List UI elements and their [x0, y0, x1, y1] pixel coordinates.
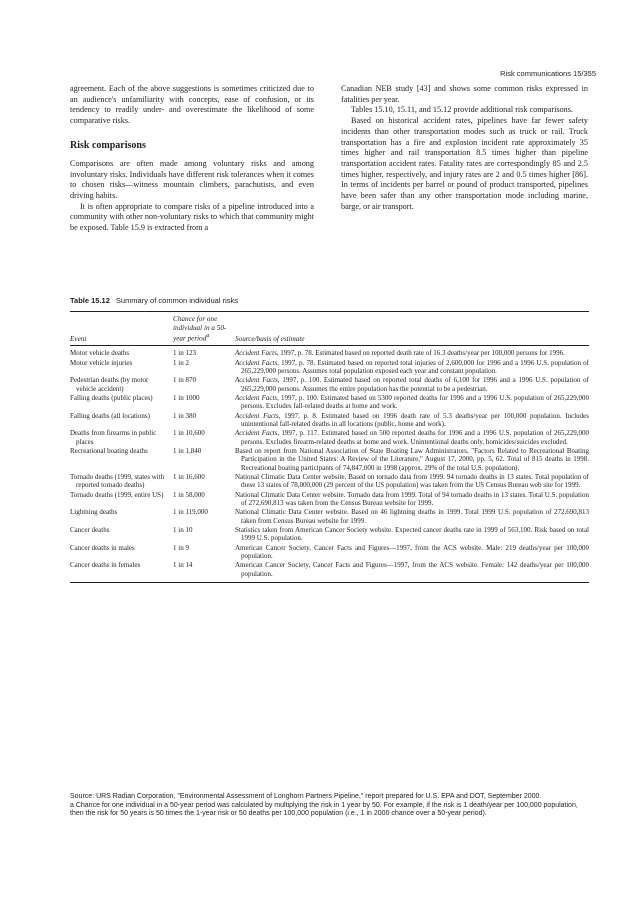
- table-row: [70, 561, 589, 578]
- cell-source-text: 1997, p. 100. Estimated based on reported total deaths of 6,100 for 1996 and a 1996 U.S. population of 265,229,000 persons. Assumes the entire population has the potential to be a pedestrian.: [241, 376, 589, 393]
- table-title: Summary of common individual risks: [115, 296, 239, 305]
- cell-event: Cancer deaths in females: [70, 561, 141, 570]
- header-chance-text: Chance for one individual in a 50-year period: [173, 315, 227, 343]
- cell-event: Lightning deaths: [70, 508, 118, 517]
- cell-source-text: National Climatic Data Center website. Based on tornado data from 1999. 94 tornado deaths in 13 states. Total population of these 13 states of 78,000,000 (29 percent of the US population) was taken from the US Census Bureau web site for 1999.: [235, 472, 589, 490]
- table-row: [70, 473, 589, 490]
- cell-source: [235, 473, 589, 490]
- table-row: [70, 394, 589, 411]
- cell-source: [235, 526, 589, 543]
- table-row: [70, 508, 589, 525]
- cell-chance: 1 in 1,840: [173, 447, 202, 455]
- running-head: Risk communications 15/355: [500, 69, 596, 78]
- left-paragraph-3: It is often appropriate to compare risks of a pipeline introduced into a community with other non-voluntary risks to which that community might be exposed. Table 15.9 is extracted from a: [70, 201, 315, 233]
- cell-event: Falling deaths (public places): [70, 393, 153, 402]
- right-column: [341, 84, 588, 212]
- table-notes: [70, 793, 589, 819]
- cell-source: [235, 447, 589, 472]
- right-paragraph-1: Canadian NEB study [43] and shows some common risks expressed in fatalities per year.: [341, 84, 588, 104]
- cell-source: [235, 508, 589, 525]
- table-row: [70, 526, 589, 543]
- cell-event: Tornado deaths (1999, states with reported tornado deaths): [70, 472, 165, 490]
- risk-table: [70, 311, 589, 583]
- cell-source: [235, 491, 589, 508]
- cell-event: Deaths from firearms in public places: [70, 429, 157, 446]
- header-chance: [173, 315, 235, 343]
- cell-chance: 1 in 2: [173, 358, 189, 367]
- cell-source-title: Accident Facts,: [235, 376, 280, 385]
- cell-source: [235, 429, 589, 446]
- cell-source: [235, 412, 589, 429]
- cell-source-text: 1997, p. 78. Estimated based on reported death rate of 16.3 deaths/year per 100,000 persons for 1996.: [278, 349, 565, 358]
- cell-source-text: 1997, p. 117. Estimated based on 500 reported deaths for 1996 and a 1996 U.S. population of 265,229,000 persons. Excludes firearm-related deaths at home and work. Unintentional deaths only, homicides/suicides excluded.: [241, 429, 589, 446]
- table-row: [70, 429, 589, 446]
- table-number: Table 15.12: [70, 296, 110, 305]
- left-column: [70, 84, 314, 234]
- table-row: [70, 376, 589, 393]
- table-row: [70, 491, 589, 508]
- cell-source: [235, 359, 589, 376]
- table-row: [70, 359, 589, 376]
- cell-event: Falling deaths (all locations): [70, 411, 150, 420]
- cell-chance: 1 in 123: [173, 349, 196, 358]
- cell-source: [235, 544, 589, 561]
- table-row: [70, 412, 589, 429]
- cell-source-title: Accident Facts,: [235, 349, 279, 358]
- cell-event: Pedestrian deaths (by motor vehicle accident): [70, 376, 149, 393]
- table-footnote: a Chance for one individual in a 50-year period was calculated by multiplying the risk in 1 year by 50. For example, if the risk is 1 death/year per 100,000 population, then the risk for 50 years is 50 times the 1-year risk or 50 deaths per 100,000 population (i.e., 1 in 2000 chance over a 50-year period).: [70, 801, 578, 817]
- section-heading: Risk comparisons: [70, 139, 146, 151]
- cell-chance: 1 in 380: [173, 411, 196, 420]
- cell-source-text: American Cancer Society, Cancer Facts and Figures—1997, from the ACS website. Female: 142 deaths/year per 100,000 population.: [235, 561, 589, 578]
- cell-chance: 1 in 58,000: [173, 490, 205, 499]
- cell-chance: 1 in 1000: [173, 393, 200, 402]
- table-body: [70, 346, 589, 582]
- header-chance-sup: a: [206, 333, 210, 340]
- table-caption: [70, 296, 238, 305]
- cell-source: [235, 561, 589, 578]
- cell-source: [235, 376, 589, 393]
- cell-event: Recreational boating deaths: [70, 447, 148, 455]
- cell-source-title: Accident Facts,: [235, 411, 281, 420]
- cell-chance: 1 in 16,600: [173, 472, 205, 481]
- cell-source-text: 1997, p. 78. Estimated based on reported total injuries of 2,600,000 for 1996 and a 1996 U.S. population of 265,229,000 persons. Assumes total population exposed each year and constant population.: [241, 358, 589, 375]
- cell-source-text: 1997, p. 100. Estimated based on 5300 reported deaths for 1996 and a 1996 U.S. population of 265,229,000 persons. Excludes fall-related deaths at home and work.: [241, 393, 589, 411]
- cell-event: Motor vehicle deaths: [70, 349, 130, 358]
- cell-chance: 1 in 9: [173, 543, 189, 552]
- left-paragraph-1: agreement. Each of the above suggestions is sometimes criticized due to an audience's unfamiliarity with concepts, ease of confusion, or its tendency to readily under- and overestimate the likelihood of some comparative risks.: [70, 84, 314, 126]
- table-bottom-rule: [70, 582, 589, 583]
- table-row: [70, 349, 589, 357]
- cell-source-text: National Climatic Data Center website. Tornado data from 1999. Total of 94 tornado deaths in 13 states. Total U.S. population of 272,690,813 was taken from the Census Bureau website for 1999.: [235, 490, 589, 507]
- cell-source-title: Accident Facts,: [235, 429, 280, 438]
- right-paragraph-3: Based on historical accident rates, pipelines have far fewer safety incidents than other transportation modes such as truck or rail. Truck transportation has a fire and explosion incident rate approximately 35 times higher and rail transportation 8.5 times higher than pipeline transportation accident rates. Fatality rates are correspondingly 85 and 2.5 times higher, respectively, and injury rates are 2 and 0.5 times higher [86]. In terms of incidents per barrel or pound of product transported, pipelines have been safer than any other transportation mode including marine, barge, or air transport.: [341, 116, 588, 211]
- cell-source-text: 1997, p. 8. Estimated based on 1996 death rate of 5.3 deaths/year per 100,000 population. Includes unintentional fall-related deaths in all locations (public, home and work).: [241, 411, 589, 428]
- cell-chance: 1 in 870: [173, 376, 196, 385]
- table-row: [70, 544, 589, 561]
- cell-event: Tornado deaths (1999, entire US): [70, 490, 164, 499]
- cell-chance: 1 in 10: [173, 526, 193, 535]
- table-header: [70, 312, 589, 345]
- left-paragraph-2: Comparisons are often made among voluntary risks and among involuntary risks. Individuals have different risk tolerances when it comes to chosen risks—witness mountain climbers, parachutists, and even driving habits.: [70, 158, 314, 200]
- cell-source-text: National Climatic Data Center website. Based on 46 lightning deaths in 1999. Total 1999 U.S. population of 272,690,813 taken from Census Bureau website for 1999.: [235, 508, 589, 525]
- cell-event: Motor vehicle injuries: [70, 358, 133, 367]
- cell-event: Cancer deaths in males: [70, 543, 135, 552]
- cell-chance: 1 in 14: [173, 561, 193, 570]
- right-paragraph-2: Tables 15.10, 15.11, and 15.12 provide additional risk comparisons.: [351, 105, 573, 115]
- cell-chance: 1 in 10,600: [173, 429, 205, 438]
- table-row: [70, 447, 589, 472]
- cell-source-text: American Cancer Society, Cancer Facts and Figures—1997, from the ACS website. Male: 219 deaths/year per 100,000 population.: [235, 543, 589, 561]
- cell-source-text: Based on report from National Association of State Boating Law Administrators, "Factors Related to Recreational Boating Participation in the United States: A Review of the Literature," August 17, 2000, pp. 5, 62. Total of 815 deaths in 1998. Recreational boating participants of 74,847,000 in 1998 (approx. 29% of the total U.S. population).: [235, 447, 589, 472]
- cell-chance: 1 in 119,000: [173, 508, 208, 517]
- header-source: Source/basis of estimate: [235, 334, 305, 343]
- cell-event: Cancer deaths: [70, 526, 110, 535]
- table-source-note: Source: URS Radian Corporation, "Environmental Assessment of Longhorn Partners Pipeline," report prepared for U.S. EPA and DOT, September 2000.: [70, 793, 542, 800]
- cell-source-title: Accident Facts,: [235, 358, 279, 367]
- cell-source: [235, 349, 589, 357]
- header-event: Event: [70, 334, 87, 343]
- cell-source-text: Statistics taken from American Cancer Society website. Expected cancer deaths rate in 1999 of 563,100. Risk based on total 1999 U.S. population.: [235, 526, 589, 543]
- cell-source: [235, 394, 589, 411]
- cell-source-title: Accident Facts,: [235, 393, 279, 402]
